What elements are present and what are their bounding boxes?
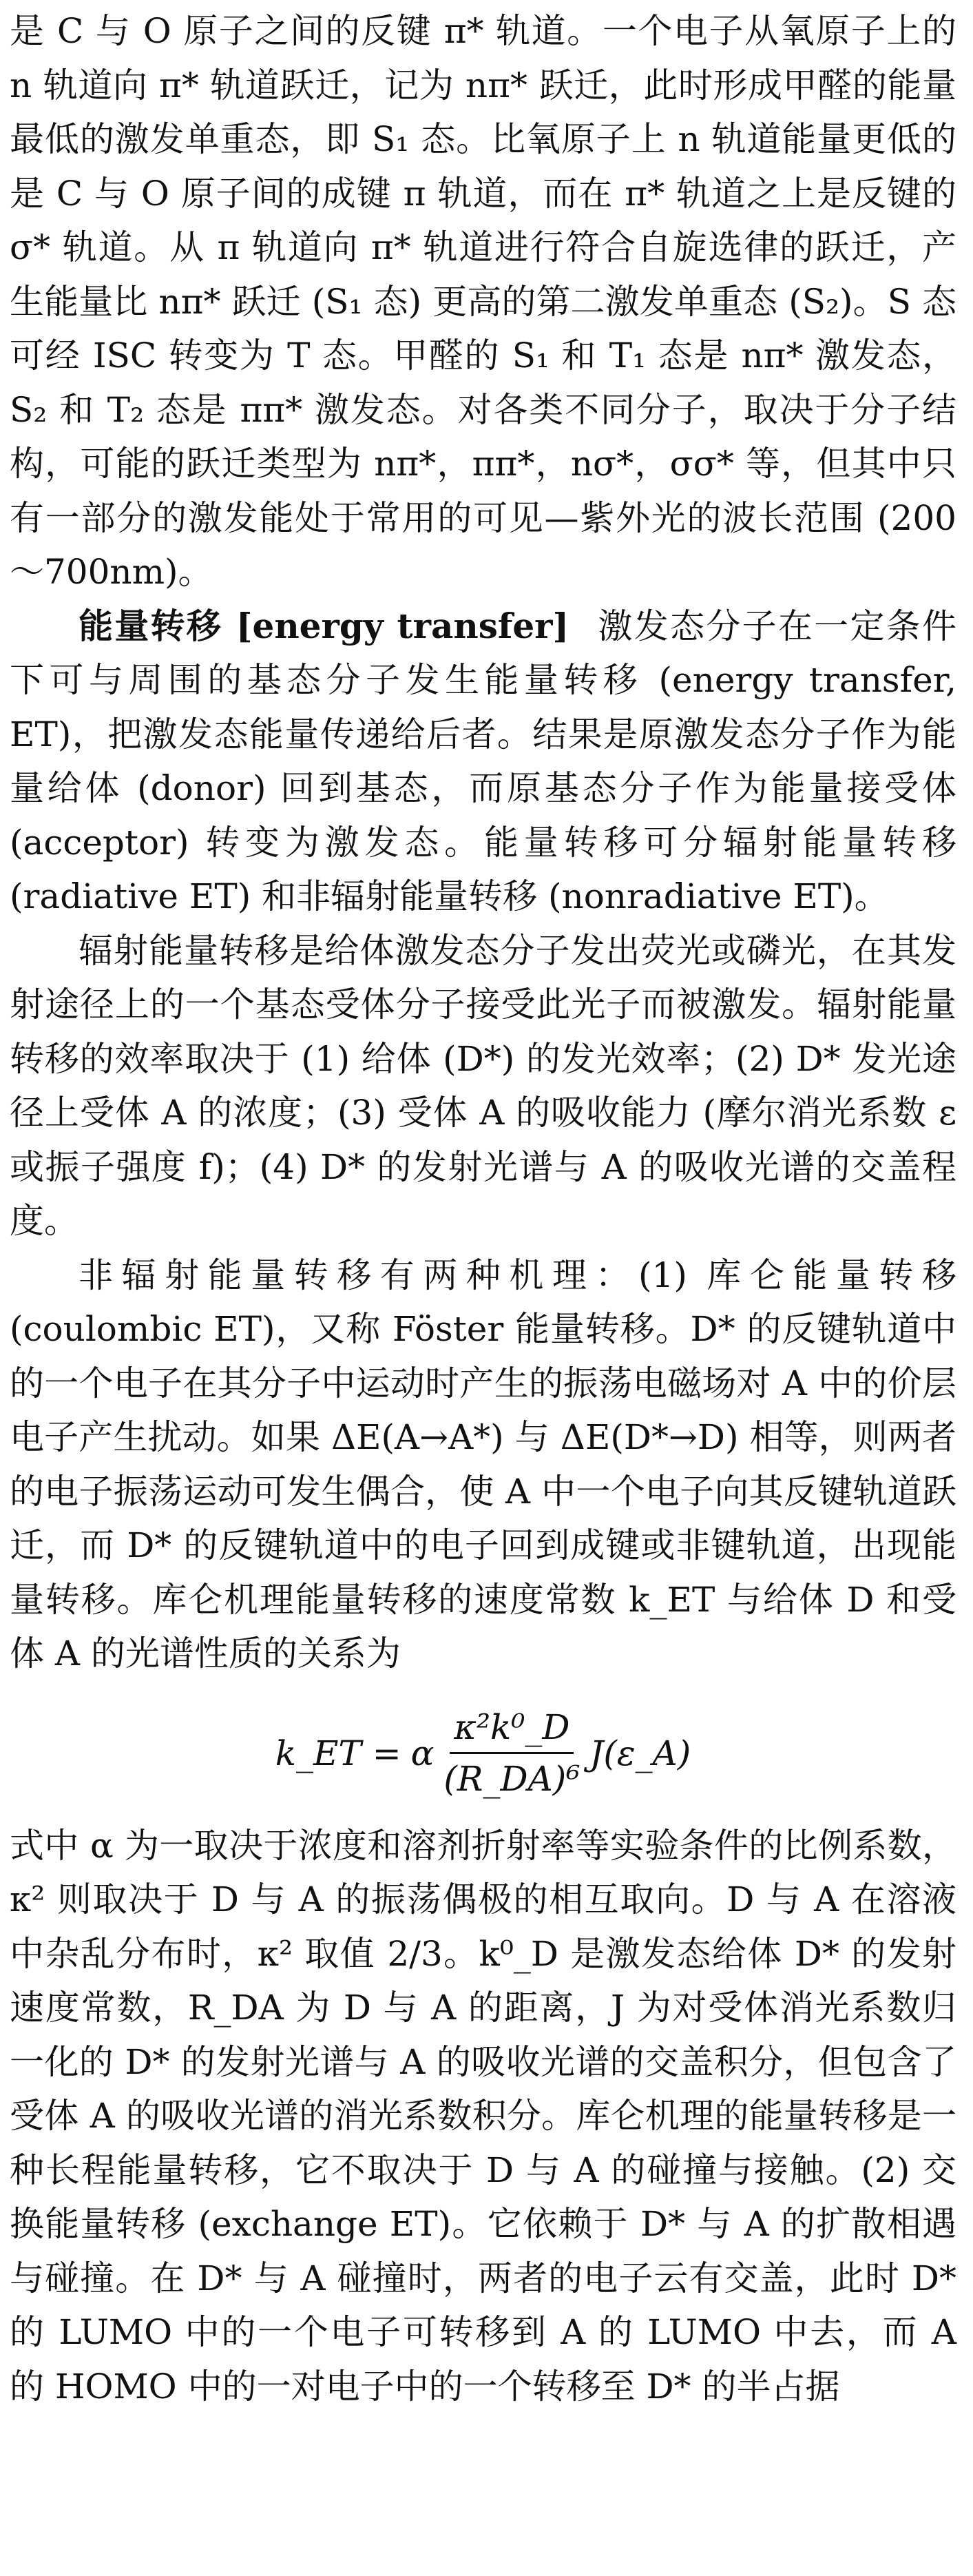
equation-denominator: (R_DA)⁶ — [443, 1759, 580, 1799]
entry-heading — [79, 606, 569, 646]
paragraph-nonradiative-et: 非辐射能量转移有两种机理：(1) 库仑能量转移 (coulombic ET)，又称 Föster 能量转移。D* 的反键轨道中的一个电子在其分子中运动时产生的振荡电磁场对 A 中的价层电子产生扰动。如果 ΔE(A→A*) 与 ΔE(D*→D) 相等，则两者的电子振荡运动可发生偶合，使 A 中一个电子向其反键轨道跃迁，而 D* 的反键轨道中的电子回到成键或非键轨道，出现能量转移。库仑机理能量转移的速度常数 k_ET 与给体 D 和受体 A 的光谱性质的关系为 — [10, 1255, 956, 1673]
document-page — [10, 4, 956, 2413]
paragraph-formula-explanation: 式中 α 为一取决于浓度和溶剂折射率等实验条件的比例系数，κ² 则取决于 D 与 A 的振荡偶极的相互取向。D 与 A 在溶液中杂乱分布时，κ² 取值 2/3。k⁰_D 是激发态给体 D* 的发射速度常数，R_DA 为 D 与 A 的距离，J 为对受体消光系数归一化的 D* 的发射光谱与 A 的吸收光谱的交盖积分，但包含了受体 A 的吸收光谱的消光系数积分。库仑机理的能量转移是一种长程能量转移，它不取决于 D 与 A 的碰撞与接触。(2) 交换能量转移 (exchange ET)。它依赖于 D* 与 A 的扩散相遇与碰撞。在 D* 与 A 碰撞时，两者的电子云有交盖，此时 D* 的 LUMO 中的一个电子可转移到 A 的 LUMO 中去，而 A 的 HOMO 中的一对电子中的一个转移至 D* 的半占据 — [10, 1825, 956, 2407]
entry-body: 激发态分子在一定条件下可与周围的基态分子发生能量转移 (energy transfer, ET)，把激发态能量传递给后者。结果是原激发态分子作为能量给体 (donor) 回到基态，而原基态分子作为能量接受体 (acceptor) 转变为激发态。能量转移可分辐射能量转移 (radiative ET) 和非辐射能量转移 (nonradiative ET)。 — [10, 606, 957, 916]
equation-coefficient: α — [410, 1733, 435, 1773]
paragraph-radiative-et: 辐射能量转移是给体激发态分子发出荧光或磷光，在其发射途径上的一个基态受体分子接受此光子而被激发。辐射能量转移的效率取决于 (1) 给体 (D*) 的发光效率；(2) D* 发光途径上受体 A 的浓度；(3) 受体 A 的吸收能力 (摩尔消光系数 ε 或振子强度 f)；(4) D* 的发射光谱与 A 的吸收光谱的交盖程度。 — [10, 930, 956, 1241]
equation-numerator: κ²k⁰_D — [450, 1705, 574, 1754]
equation-ket — [10, 1688, 956, 1819]
equation-rhs: J(ε_A) — [589, 1733, 691, 1773]
paragraph-energy-transfer-entry — [10, 599, 956, 924]
entry-heading-en: [energy transfer] — [236, 605, 569, 646]
paragraph-continuation: 是 C 与 O 原子之间的反键 π* 轨道。一个电子从氧原子上的 n 轨道向 π* 轨道跃迁，记为 nπ* 跃迁，此时形成甲醛的能量最低的激发单重态，即 S₁ 态。比氧原子上 n 轨道能量更低的是 C 与 O 原子间的成键 π 轨道，而在 π* 轨道之上是反键的 σ* 轨道。从 π 轨道向 π* 轨道进行符合自旋选律的跃迁，产生能量比 nπ* 跃迁 (S₁ 态) 更高的第二激发单重态 (S₂)。S 态可经 ISC 转变为 T 态。甲醛的 S₁ 和 T₁ 态是 nπ* 激发态，S₂ 和 T₂ 态是 ππ* 激发态。对各类不同分子，取决于分子结构，可能的跃迁类型为 nπ*，ππ*，nσ*，σσ* 等，但其中只有一部分的激发能处于常用的可见—紫外光的波长范围 (200～700nm)。 — [10, 11, 956, 592]
entry-heading-cn: 能量转移 — [79, 606, 223, 646]
equation-lhs: k_ET = — [275, 1733, 401, 1773]
equation-fraction — [439, 1705, 584, 1801]
